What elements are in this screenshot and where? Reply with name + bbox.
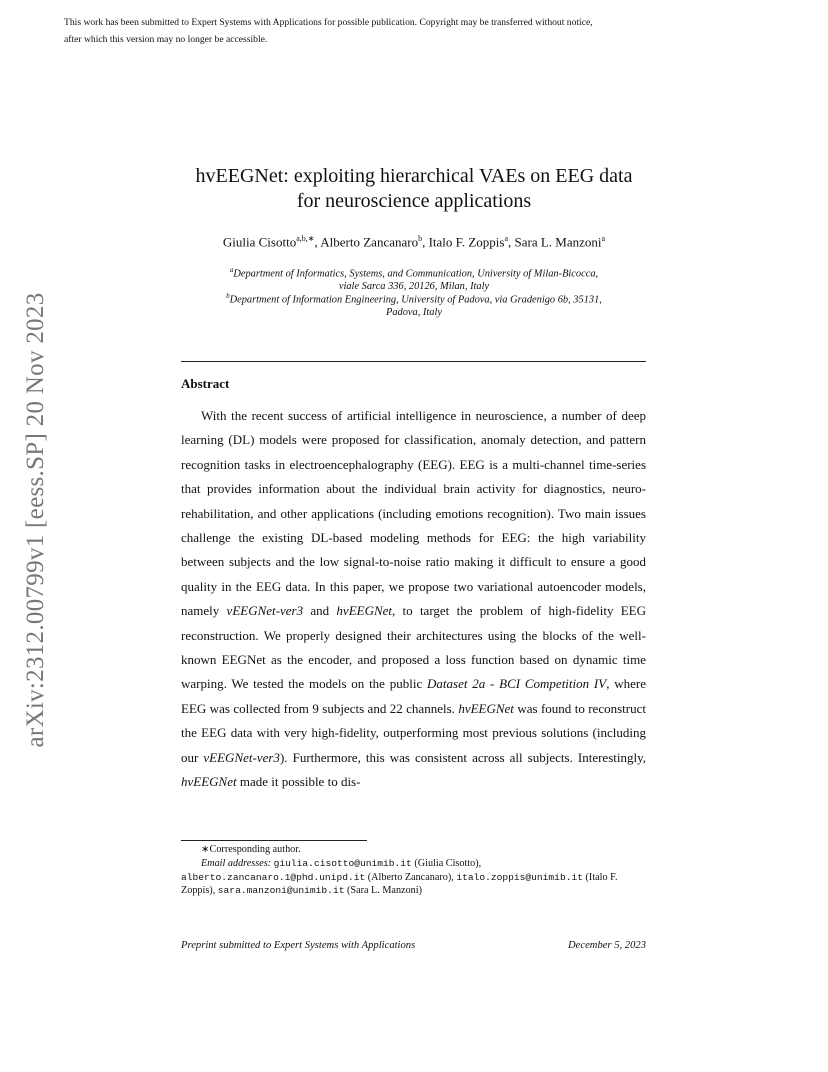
- footnotes: [181, 843, 643, 898]
- page-footer: [181, 940, 646, 951]
- arxiv-stamp: [14, 280, 58, 760]
- affiliation-mark: a: [229, 266, 234, 274]
- abstract-divider: [181, 361, 646, 362]
- affiliation-line-1: Department of Informatics, Systems, and Communication, University of Milan-Bicocca,: [233, 268, 599, 280]
- abstract-heading: Abstract: [181, 376, 230, 391]
- email-owner: (Italo F. Zoppis),: [181, 871, 618, 897]
- author-affiliation-mark: b: [418, 234, 423, 243]
- email-label: Email addresses:: [201, 857, 272, 869]
- abstract-text: With the recent success of artificial intelligence in neuroscience, a number of deep learning (DL) models were proposed for classification, anomaly detection, and pattern recognition tasks in electroencephalography (EEG). EEG is a multi-channel time-series that provides information about the individual brain activity for diagnostics, neuro-rehabilitation, and other applications (including emotions recognition). Two main issues challenge the existing DL-based modeling methods for EEG: the high variability between subjects and the low signal-to-noise ratio making it difficult to ensure a good quality in the EEG data. In this paper, we propose two variational autoencoder models, namely: [181, 408, 646, 619]
- notice-line-2: after which this version may no longer be accessible.: [64, 34, 268, 45]
- paper-title: [120, 164, 708, 214]
- abstract-text: made it possible to dis-: [236, 774, 361, 790]
- author-name: Giulia Cisotto: [222, 234, 297, 250]
- author-separator: ,: [508, 234, 515, 250]
- corresponding-author-note: ∗Corresponding author.: [201, 844, 301, 855]
- author-name: Sara L. Manzoni: [514, 234, 602, 250]
- email-link[interactable]: alberto.zancanaro.1@phd.unipd.it: [181, 871, 366, 883]
- abstract-text: ). Furthermore, this was consistent across all subjects. Interestingly,: [279, 749, 646, 765]
- title-line-1: hvEEGNet: exploiting hierarchical VAEs on EEG data: [195, 165, 633, 187]
- affiliation-line-1: Department of Information Engineering, University of Padova, via Gradenigo 6b, 35131,: [229, 294, 602, 306]
- author-affiliation-mark: a,b,∗: [296, 234, 315, 243]
- abstract-body: [181, 404, 646, 795]
- abstract-emphasis: Dataset 2a - BCI Competition IV: [427, 676, 607, 692]
- arxiv-identifier: arXiv:2312.00799v1 [eess.SP] 20 Nov 2023: [22, 292, 49, 748]
- email-link[interactable]: italo.zoppis@unimib.it: [456, 871, 583, 883]
- affiliation-line-2: Padova, Italy: [386, 307, 442, 319]
- author-name: Italo F. Zoppis: [428, 234, 505, 250]
- title-line-2: for neuroscience applications: [296, 190, 532, 212]
- abstract-emphasis: hvEEGNet: [458, 700, 514, 716]
- affiliation-b: [178, 290, 650, 319]
- abstract-emphasis: vEEGNet-ver3: [203, 749, 280, 765]
- notice-line-1: This work has been submitted to Expert Systems with Applications for possible publication. Copyright may be transferred without notice,: [64, 17, 593, 28]
- author-separator: ,: [422, 234, 429, 250]
- author-affiliation-mark: a: [504, 234, 509, 243]
- author-affiliation-mark: a: [601, 234, 606, 243]
- abstract-text: and: [303, 603, 337, 619]
- footer-journal: Preprint submitted to Expert Systems with Applications: [181, 940, 416, 951]
- email-owner: (Alberto Zancanaro),: [365, 871, 457, 883]
- abstract-emphasis: hvEEGNet: [336, 603, 393, 619]
- email-link[interactable]: sara.manzoni@unimib.it: [217, 885, 345, 897]
- footnote-divider: [181, 840, 367, 841]
- abstract-text: , to target the problem of high-fidelity EEG reconstruction. We properly designed their architectures using the blocks of the well-known EEGNet as the encoder, and proposed a loss function based on dynamic time warping. We tested the models on the public: [181, 603, 646, 692]
- affiliation-mark: b: [226, 292, 230, 300]
- email-addresses: [181, 857, 643, 898]
- abstract-text: , where EEG was collected from 9 subjects and 22 channels.: [181, 676, 646, 716]
- abstract-emphasis: hvEEGNet: [181, 774, 237, 790]
- abstract-text: was found to reconstruct the EEG data with very high-fidelity, outperforming most previous solutions (including our: [181, 700, 646, 765]
- email-owner: (Sara L. Manzoni): [344, 885, 422, 897]
- author-list: [120, 234, 708, 250]
- affiliation-line-2: viale Sarca 336, 20126, Milan, Italy: [338, 281, 490, 293]
- footer-date: December 5, 2023: [568, 940, 646, 951]
- author-name: Alberto Zancanaro: [320, 234, 419, 250]
- copyright-notice: [64, 14, 764, 48]
- abstract-emphasis: vEEGNet-ver3: [226, 603, 304, 619]
- email-link[interactable]: giulia.cisotto@unimib.it: [273, 857, 412, 869]
- email-owner: (Giulia Cisotto),: [411, 857, 482, 869]
- author-separator: ,: [314, 234, 321, 250]
